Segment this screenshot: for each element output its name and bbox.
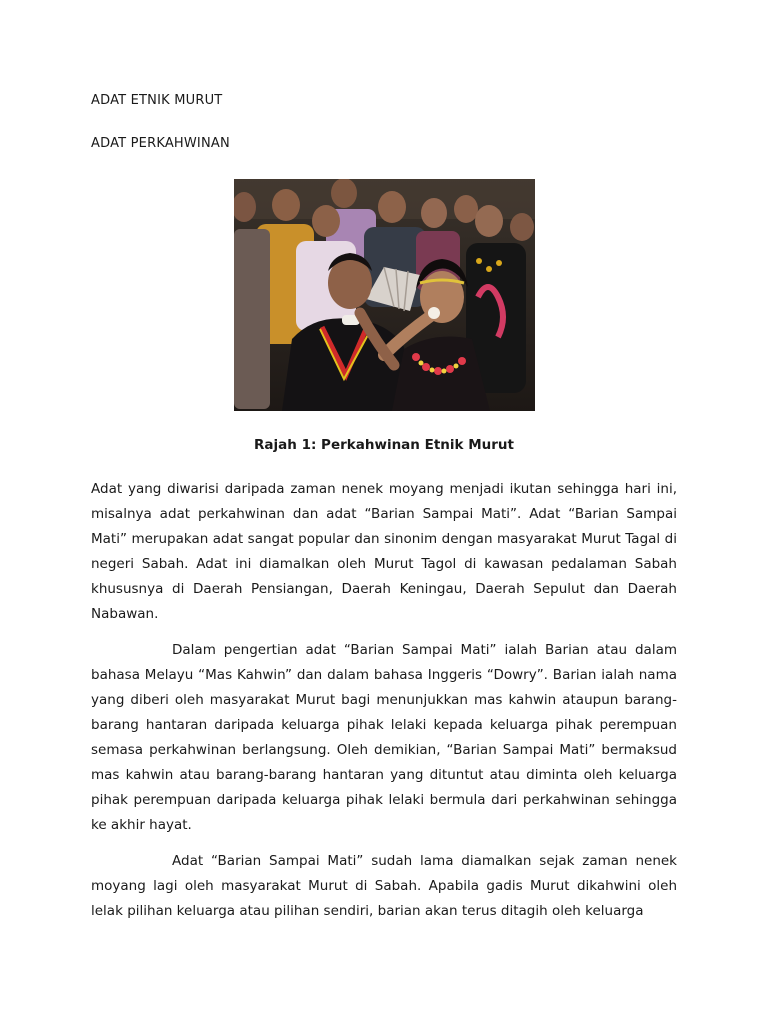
paragraph-2: Dalam pengertian adat “Barian Sampai Mati” ialah Barian atau dalam bahasa Melayu “Mas Kahwin” dan dalam bahasa Inggeris “Dowry”. Barian ialah nama yang diberi oleh masyarakat Murut bagi menunjukkan mas kahwin ataupun barang-barang hantaran daripada keluarga pihak lelaki kepada keluarga pihak perempuan semasa perkahwinan berlangsung. Oleh demikian, “Barian Sampai Mati” bermaksud mas kahwin atau barang-barang hantaran yang dituntut atau diminta oleh keluarga pihak perempuan daripada keluarga pihak lelaki bermula dari perkahwinan sehingga ke akhir hayat. (91, 642, 677, 833)
figure-caption: Rajah 1: Perkahwinan Etnik Murut (254, 437, 514, 453)
document-title: ADAT ETNIK MURUT (91, 93, 223, 108)
paragraph-1: Adat yang diwarisi daripada zaman nenek moyang menjadi ikutan sehingga hari ini, misalnya adat perkahwinan dan adat “Barian Sampai Mati”. Adat “Barian Sampai Mati” merupakan adat sangat popular dan sinonim dengan masyarakat Murut Tagal di negeri Sabah. Adat ini diamalkan oleh Murut Tagol di kawasan pedalaman Sabah khususnya di Daerah Pensiangan, Daerah Keningau, Daerah Sepulut dan Daerah Nabawan. (91, 481, 677, 622)
paragraph-3: Adat “Barian Sampai Mati” sudah lama diamalkan sejak zaman nenek moyang lagi oleh masyarakat Murut di Sabah. Apabila gadis Murut dikahwini oleh lelak pilihan keluarga atau pilihan sendiri, barian akan terus ditagih oleh keluarga (91, 853, 677, 919)
section-heading: ADAT PERKAHWINAN (91, 136, 230, 151)
wedding-photo (234, 179, 535, 411)
